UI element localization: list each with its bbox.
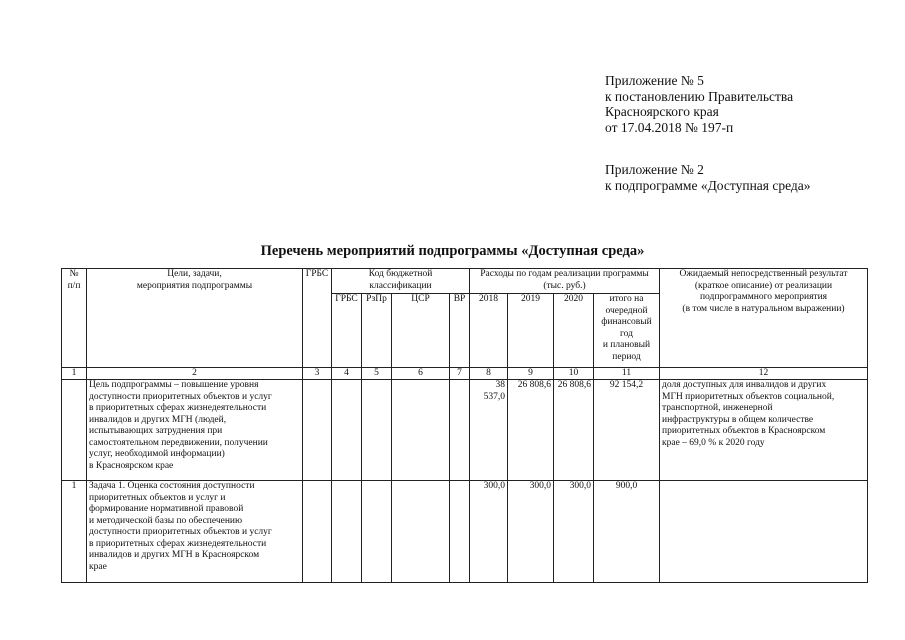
- row-code-grbs: [332, 380, 362, 481]
- row-grbs: [303, 380, 332, 481]
- column-number: 9: [508, 368, 554, 380]
- row-goal-text: Задача 1. Оценка состояния доступности приоритетных объектов и услуг и формирование нормативной правовой и методической базы по обеспечению доступности приоритетных объектов и услуг в приоритетных сферах жизнедеятельности инвалидов и других МГН в Красноярском крае: [87, 481, 303, 583]
- row-goal-text: Цель подпрограммы – повышение уровня доступности приоритетных объектов и услуг в приоритетных сферах жизнедеятельности инвалидов и других МГН (людей, испытывающих затруднения при самостоятельном передвижении, получении услуг, необходимой информации) в Красноярском крае: [87, 380, 303, 481]
- column-number: 8: [470, 368, 508, 380]
- row-expense-2019: 26 808,6: [508, 380, 554, 481]
- row-code-rzpr: [362, 481, 392, 583]
- table-row: [62, 481, 868, 583]
- column-number: 7: [450, 368, 470, 380]
- header-goals: Цели, задачи, мероприятия подпрограммы: [87, 269, 303, 368]
- row-expense-total: 92 154,2: [594, 380, 660, 481]
- column-number: 12: [660, 368, 868, 380]
- subheader-year-2019: 2019: [508, 294, 554, 368]
- table-row: [62, 380, 868, 481]
- row-code-rzpr: [362, 380, 392, 481]
- row-expense-2018: 300,0: [470, 481, 508, 583]
- header-grbs: ГРБС: [303, 269, 332, 368]
- row-expense-total: 900,0: [594, 481, 660, 583]
- header-num: № п/п: [62, 269, 87, 368]
- row-expense-2020: 26 808,6: [554, 380, 594, 481]
- row-expense-2018: 38 537,0: [470, 380, 508, 481]
- row-expense-2020: 300,0: [554, 481, 594, 583]
- column-number: 11: [594, 368, 660, 380]
- column-number: 2: [87, 368, 303, 380]
- subheader-year-2020: 2020: [554, 294, 594, 368]
- row-expected-result: доля доступных для инвалидов и других МГН приоритетных объектов социальной, транспортной, инженерной инфраструктуры в общем количестве приоритетных объектов в Красноярском крае – 69,0 % к 2020 году: [660, 380, 868, 481]
- column-number: 6: [392, 368, 450, 380]
- column-numbers-row: [62, 368, 868, 380]
- row-code-vr: [450, 481, 470, 583]
- row-code-vr: [450, 380, 470, 481]
- document-title: Перечень мероприятий подпрограммы «Доступная среда»: [260, 243, 645, 259]
- row-code-csr: [392, 481, 450, 583]
- appendix-2-line: к подпрограмме «Доступная среда»: [605, 177, 811, 193]
- subheader-csr: ЦСР: [392, 294, 450, 368]
- subheader-grbs: ГРБС: [332, 294, 362, 368]
- table-header-row: [62, 269, 868, 294]
- column-number: 1: [62, 368, 87, 380]
- appendix-5-line: к постановлению Правительства: [605, 88, 794, 104]
- appendix-5-line: Приложение № 5: [605, 73, 704, 88]
- appendix-2-line: Приложение № 2: [605, 162, 704, 177]
- row-num: [62, 380, 87, 481]
- subheader-year-2018: 2018: [470, 294, 508, 368]
- subheader-vr: ВР: [450, 294, 470, 368]
- appendix-5-line: Красноярского края: [605, 104, 719, 119]
- subheader-rzpr: РзПр: [362, 294, 392, 368]
- row-expense-2019: 300,0: [508, 481, 554, 583]
- row-grbs: [303, 481, 332, 583]
- column-number: 3: [303, 368, 332, 380]
- column-number: 5: [362, 368, 392, 380]
- measures-table: [61, 268, 868, 583]
- appendix-5-block: [605, 73, 793, 135]
- header-budget-code: Код бюджетной классификации: [332, 269, 470, 294]
- row-expected-result: [660, 481, 868, 583]
- header-expenses: Расходы по годам реализации программы (тыс. руб.): [470, 269, 660, 294]
- row-num: 1: [62, 481, 87, 583]
- header-expected-result: Ожидаемый непосредственный результат (краткое описание) от реализации подпрограммного мероприятия (в том числе в натуральном выражении): [660, 269, 868, 368]
- column-number: 10: [554, 368, 594, 380]
- column-number: 4: [332, 368, 362, 380]
- appendix-2-block: [605, 162, 811, 193]
- subheader-total: итого на очередной финансовый год и плановый период: [594, 294, 660, 368]
- row-code-grbs: [332, 481, 362, 583]
- row-code-csr: [392, 380, 450, 481]
- appendix-5-line: от 17.04.2018 № 197-п: [605, 119, 734, 135]
